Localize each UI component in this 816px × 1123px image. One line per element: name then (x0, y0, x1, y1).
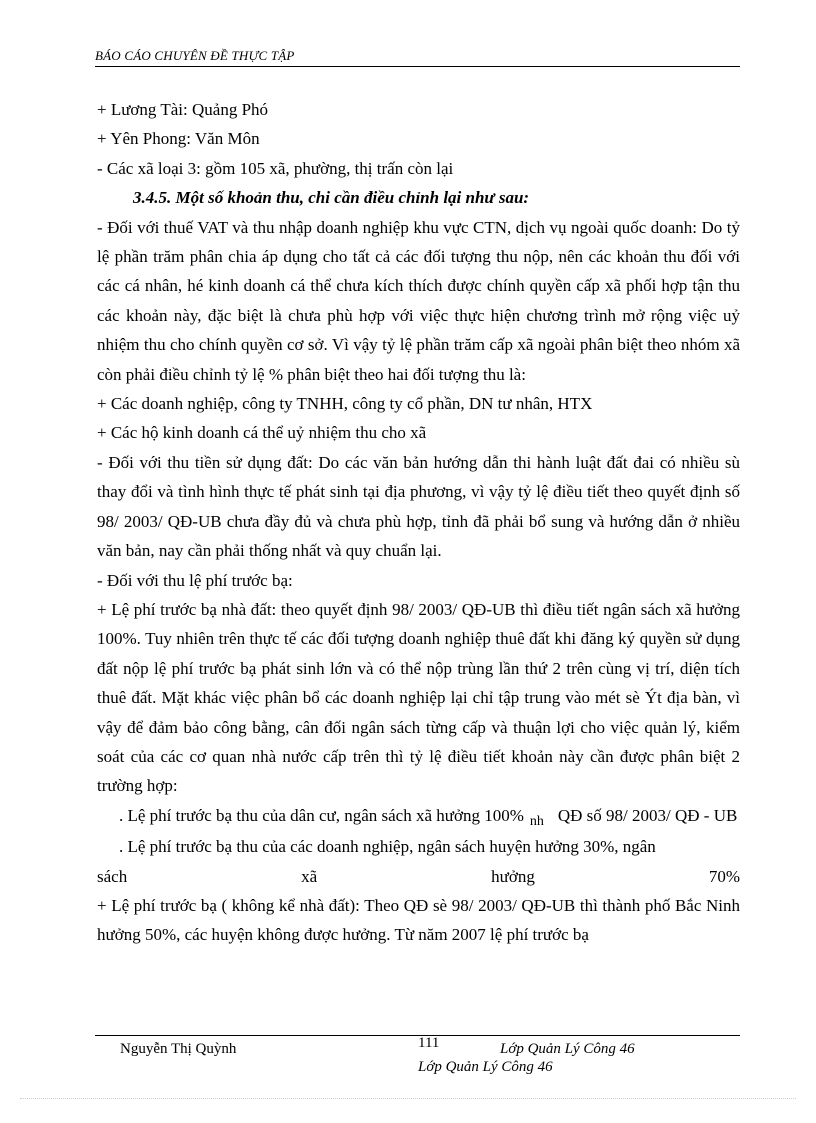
paragraph: sách xã hưởng 70% (97, 866, 740, 886)
paragraph: - Đối với thuế VAT và thu nhập doanh nghiệp khu vực CTN, dịch vụ ngoài quốc doanh: Do tỷ lệ phần trăm phân chia áp dụng cho tất cả các đối tượng thu nộp, nên các khoản thu đối với các cá nhân, hé kinh doanh cá thể chưa kích thích được chính quyền cấp xã phối hợp tận thu các khoản này, đặc biệt là chưa phù hợp với việc thực hiện chương trình mở rộng việc uỷ nhiệm thu cho chính quyền cơ sở. Vì vậy tỷ lệ phần trăm cấp xã ngoài phân biệt theo nhóm xã còn phải điều chỉnh tỷ lệ % phân biệt theo hai đối tượng thu là: (97, 217, 740, 384)
list-item: + Các hộ kinh doanh cá thể uỷ nhiệm thu cho xã (97, 423, 427, 443)
paragraph-text: . Lệ phí trước bạ thu của dân cư, ngân sách xã hưởng 100% (119, 805, 524, 825)
paragraph: + Lệ phí trước bạ nhà đất: theo quyết định 98/ 2003/ QĐ-UB thì điều tiết ngân sách xã hưởng 100%. Tuy nhiên trên thực tế các đối tượng doanh nghiệp thuê đất khi đăng ký quyền sử dụng đất nộp lệ phí trước bạ phát sinh lớn và có thể nộp trùng lần thứ 2 trên cùng vị trí, diện tích thuê đất. Mặt khác việc phân bổ các doanh nghiệp lại chỉ tập trung vào mét sè Ýt địa bàn, vì vậy để đảm bảo công bằng, cân đối ngân sách từng cấp và thuận lợi cho việc quản lý, kiểm soát của các cơ quan nhà nước cấp trên thì tỷ lệ điều tiết khoản này cần được phân biệt 2 trường hợp: (97, 599, 740, 796)
paragraph: - Đối với thu tiền sử dụng đất: Do các văn bản hướng dẫn thi hành luật đất đai có nhiều sù thay đổi và tình hình thực tế phát sinh tại địa phương, vì vậy tỷ lệ điều tiết theo quyết định số 98/ 2003/ QĐ-UB chưa đầy đủ và chưa phù hợp, tỉnh đã phải bổ sung và hướng dẫn ở nhiều văn bản, nay cần phải thống nhất và quy chuẩn lại. (97, 452, 740, 561)
running-header: BÁO CÁO CHUYÊN ĐỀ THỰC TẬP (95, 48, 295, 63)
page-body (97, 95, 740, 950)
page-edge (20, 1098, 796, 1099)
footer-author: Nguyễn Thị Quỳnh (120, 1041, 237, 1057)
paragraph: + Lệ phí trước bạ ( không kể nhà đất): Theo QĐ sè 98/ 2003/ QĐ-UB thì thành phố Bắc Ninh hưởng 50%, các huyện không được hưởng. Từ năm 2007 lệ phí trước bạ (97, 895, 740, 945)
footer-class: Lớp Quản Lý Công 46 (418, 1059, 553, 1075)
list-item: - Đối với thu lệ phí trước bạ: (97, 570, 293, 590)
paragraph (97, 801, 740, 832)
section-heading: 3.4.5. Một số khoản thu, chi cần điều chỉnh lại như sau: (133, 188, 530, 208)
header-rule (95, 66, 740, 67)
subscript-text: nh (529, 813, 544, 829)
page-number: 111 (418, 1035, 440, 1051)
footer-class: Lớp Quản Lý Công 46 (500, 1041, 635, 1057)
paragraph-text: QĐ số 98/ 2003/ QĐ - UB (557, 805, 738, 825)
paragraph: . Lệ phí trước bạ thu của các doanh nghiệp, ngân sách huyện hưởng 30%, ngân (119, 837, 656, 857)
list-item: + Các doanh nghiệp, công ty TNHH, công ty cổ phần, DN tư nhân, HTX (97, 394, 593, 414)
list-item: + Lương Tài: Quảng Phó (97, 100, 269, 119)
list-item: - Các xã loại 3: gồm 105 xã, phường, thị trấn còn lại (97, 158, 454, 178)
list-item: + Yên Phong: Văn Môn (97, 129, 260, 149)
